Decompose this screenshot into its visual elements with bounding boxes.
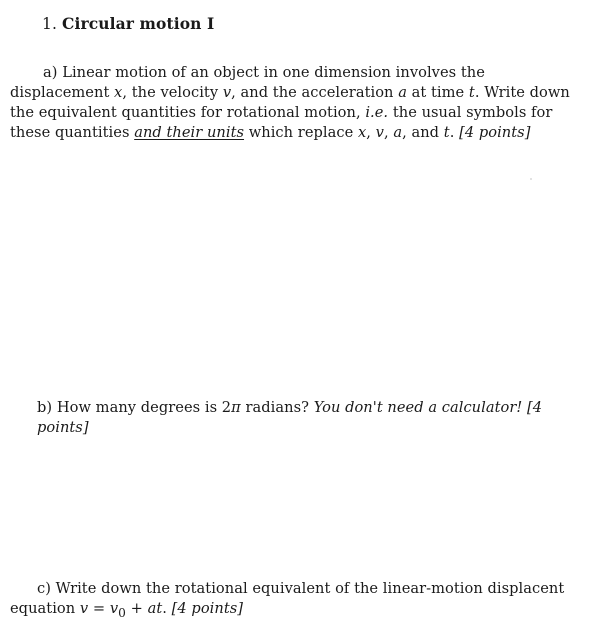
symbol-pi: π	[231, 399, 241, 416]
part-b-paragraph: b) How many degrees is 2π radians? You don't need a calculator! [4 points]	[37, 399, 543, 436]
part-a-paragraph: a) Linear motion of an object in one dimension involves the displacement x, the velocity v, and the acceleration a at time t. Write down the equivalent quantities for rotational motion, i.e. the usual symbols for these quantities and their units which replace x, v, a, and t. [4 points]	[10, 64, 570, 141]
equation-at: at	[147, 600, 163, 617]
symbol-x: x	[114, 84, 123, 101]
calculator-note: You don't need a calculator!	[313, 399, 523, 416]
stray-mark	[530, 178, 532, 180]
ie-abbrev: i.e.	[365, 104, 389, 121]
part-b-points: [4 points]	[37, 399, 543, 436]
symbol-a: a	[398, 84, 407, 101]
symbol-v: v	[222, 84, 232, 101]
question-number: 1.	[42, 15, 57, 33]
equation-v: v	[79, 600, 89, 617]
question-heading	[42, 14, 214, 33]
part-c-paragraph: c) Write down the rotational equivalent of the linear-motion displacent equation $v = v_0$ + at. [4 points]	[10, 580, 565, 620]
question-title: Circular motion I	[62, 14, 215, 33]
symbol-t: t	[468, 84, 475, 101]
part-c-label: c)	[37, 580, 51, 597]
part-a-label: a)	[43, 64, 58, 81]
part-b-label: b)	[37, 399, 53, 416]
emphasis-units: and their units	[134, 124, 245, 141]
equation-v0: v	[109, 600, 119, 617]
part-c-points: [4 points]	[171, 600, 244, 617]
part-a-points: [4 points]	[459, 124, 531, 141]
